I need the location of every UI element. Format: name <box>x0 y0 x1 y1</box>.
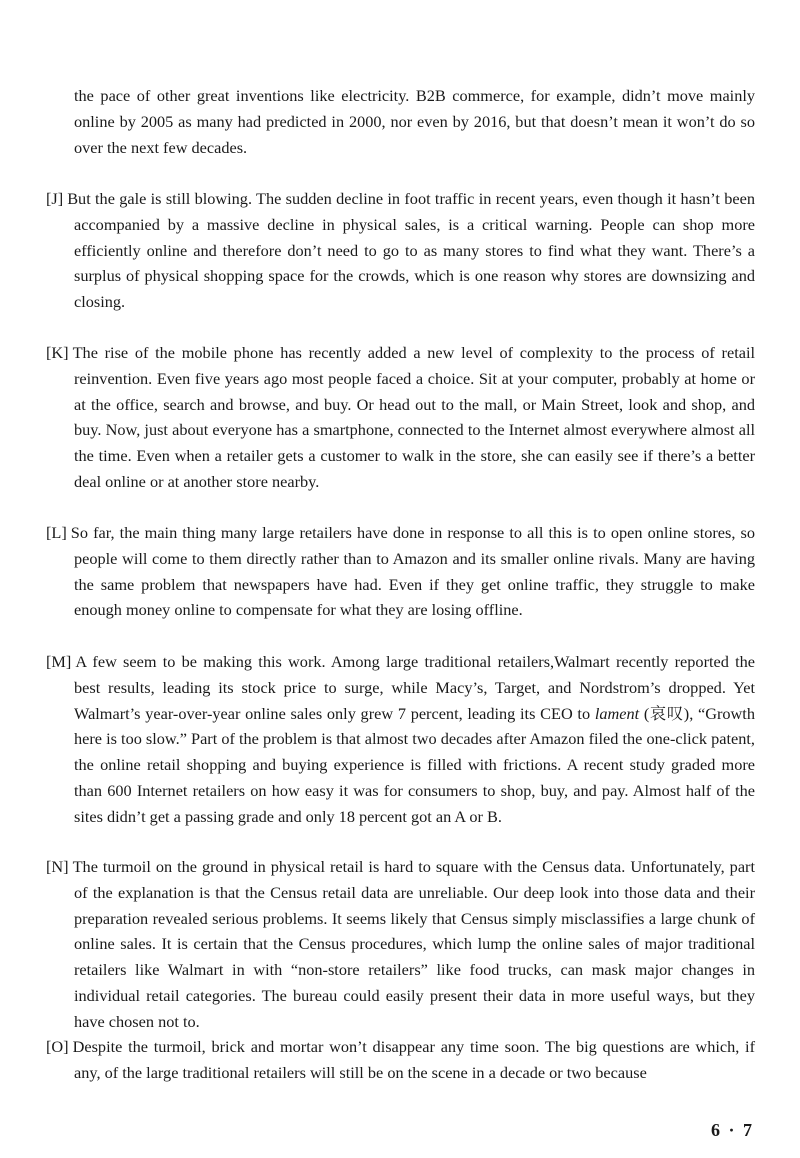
paragraph-text: A few seem to be making this work. Among large traditional retailers,Walmart recently reported the best results, leading its stock price to surge, while Macy’s, Target, and Nordstrom’s dropped. Yet Walmart’s year-over-year online sales only grew 7 percent, leading its CEO to <box>74 652 755 723</box>
paragraph-j <box>46 186 755 315</box>
paragraph-label: [K] <box>46 343 69 362</box>
paragraph-label: [L] <box>46 523 67 542</box>
paragraph-text: Despite the turmoil, brick and mortar won’t disappear any time soon. The big questions are which, if any, of the large traditional retailers will still be on the scene in a decade or two because <box>72 1037 755 1082</box>
paragraph-text: the pace of other great inventions like electricity. B2B commerce, for example, didn’t move mainly online by 2005 as many had predicted in 2000, nor even by 2016, but that doesn’t mean it won’t do so over the next few decades. <box>74 86 755 157</box>
paragraph-o <box>46 1034 755 1086</box>
paragraph-text: So far, the main thing many large retailers have done in response to all this is to open online stores, so people will come to them directly rather than to Amazon and its smaller online rivals. Many are having the same problem that newspapers have had. Even if they get online traffic, they struggle to make enough money online to compensate for what they are losing offline. <box>70 523 755 620</box>
paragraph-continuation <box>74 83 755 160</box>
paragraph-text: The turmoil on the ground in physical retail is hard to square with the Census data. Unfortunately, part of the explanation is that the Census retail data are unreliable. Our deep look into those data and their preparation revealed serious problems. It seems likely that Census simply misclassifies a large chunk of online sales. It is certain that the Census procedures, which lump the online sales of major traditional retailers like Walmart in with “non-store retailers” like food trucks, can mask major changes in individual retail categories. The bureau could easily present their data in more useful ways, but they have chosen not to. <box>72 857 755 1031</box>
paragraph-k <box>46 340 755 495</box>
chinese-gloss: (哀叹), <box>639 703 694 723</box>
paragraph-m <box>46 649 755 830</box>
paragraph-label: [N] <box>46 857 69 876</box>
paragraph-l <box>46 520 755 623</box>
paragraph-text: The rise of the mobile phone has recently added a new level of complexity to the process of retail reinvention. Even five years ago most people faced a choice. Sit at your computer, probably at home or at the office, search and browse, and buy. Or head out to the mall, or Main Street, look and shop, and buy. Now, just about everyone has a smartphone, connected to the Internet almost everywhere almost all the time. Even when a retailer gets a customer to walk in the store, she can easily see if there’s a better deal online or at another store nearby. <box>72 343 755 491</box>
paragraph-text: But the gale is still blowing. The sudden decline in foot traffic in recent years, even though it hasn’t been accompanied by a massive decline in physical sales, is a critical warning. People can shop more efficiently online and therefore don’t need to go to as many stores to find what they want. There’s a surplus of physical shopping space for the crowds, which is one reason why stores are downsizing and closing. <box>67 189 755 312</box>
paragraph-n <box>46 854 755 1035</box>
paragraph-label: [M] <box>46 652 72 671</box>
page-number: 6 · 7 <box>710 1120 754 1140</box>
italic-word: lament <box>594 703 640 723</box>
paragraph-label: [J] <box>46 189 64 208</box>
paragraph-label: [O] <box>46 1037 69 1056</box>
paragraph-text: “Growth here is too slow.” Part of the problem is that almost two decades after Amazon filed the one-click patent, the online retail shopping and buying experience is filled with frictions. A recent study graded more than 600 Internet retailers on how easy it was for consumers to shop, buy, and pay. Almost half of the sites didn’t get a passing grade and only 18 percent got an A or B. <box>74 703 755 826</box>
